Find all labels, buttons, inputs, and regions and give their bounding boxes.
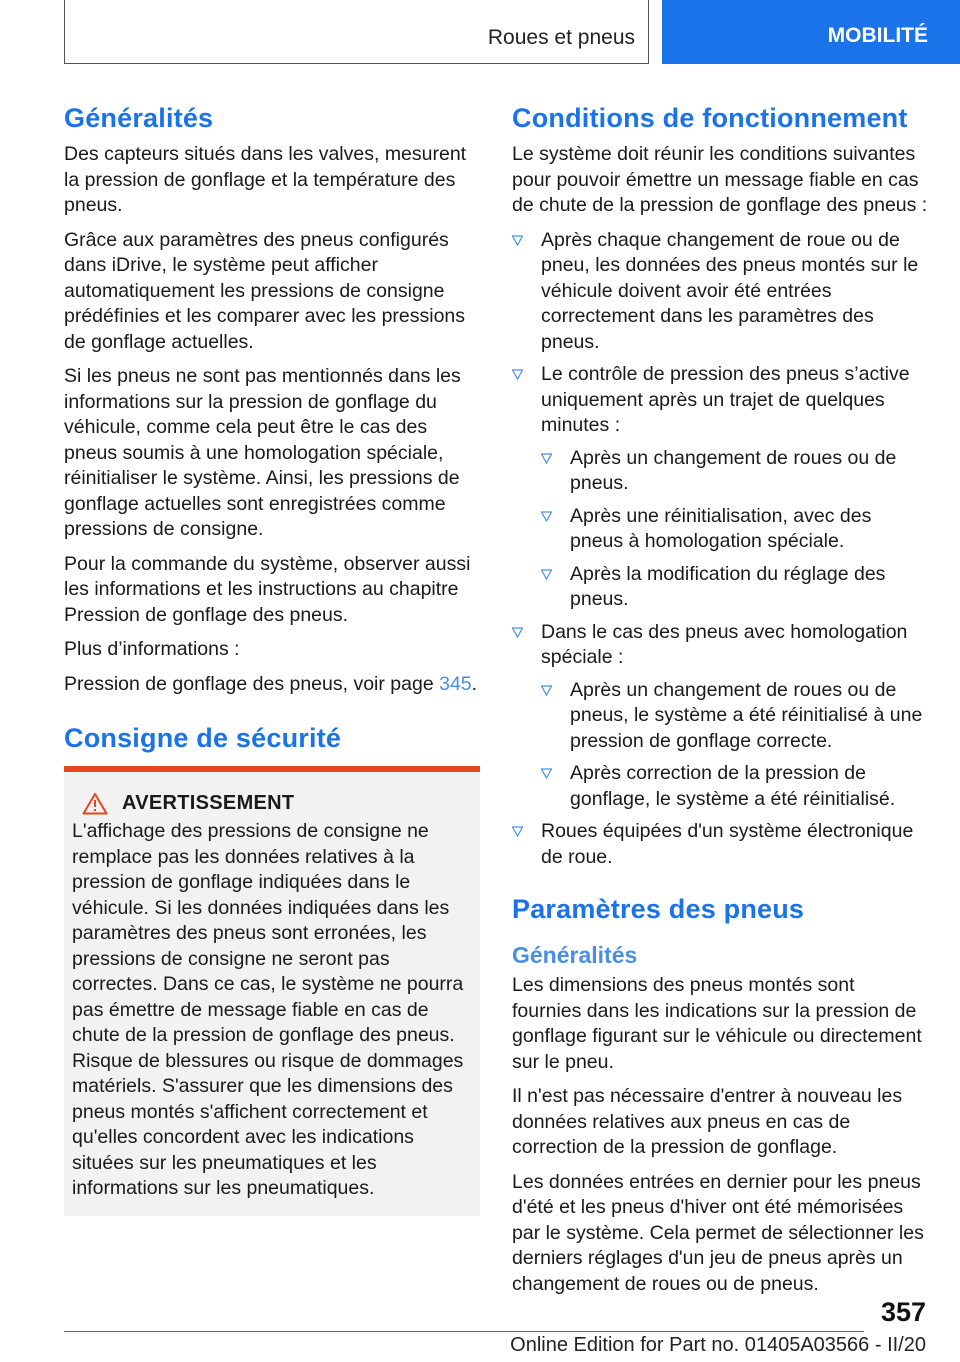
- bullet-triangle-icon: [541, 685, 552, 696]
- list-item-text: Dans le cas des pneus avec homologation spéciale :: [541, 620, 908, 668]
- footer-edition: Online Edition for Part no. 01405A03566 - II/20: [510, 1334, 926, 1356]
- paragraph-sensors: Des capteurs situés dans les valves, mesurent la pression de gonflage et la température des pneus.: [64, 143, 467, 216]
- paragraph-reset: Si les pneus ne sont pas mentionnés dans les informations sur la pression de gonflage du véhicule, comme cela peut être le cas des pneus soumis à une homologation spéciale, réinitialiser le système. Ainsi, les pressions de gonflage actuelles sont enregistrées comme pressions de consigne.: [64, 365, 461, 540]
- paragraph-memorised: Les données entrées en dernier pour les pneus d'été et les pneus d'hiver ont été mémorisées par le système. Cela permet de sélectionner les derniers réglages d'un jeu de pneus après un changement de roues ou de pneus.: [512, 1170, 924, 1295]
- sub-list-item-text: Après correction de la pression de gonflage, le système a été réinitialisé.: [570, 762, 896, 810]
- heading-safety: Consigne de sécurité: [64, 723, 342, 753]
- paragraph-conditions-intro: Le système doit réunir les conditions suivantes pour pouvoir émettre un message fiable en cas de chute de la pression de gonflage des pneus :: [512, 143, 928, 216]
- list-item-text: Le contrôle de pression des pneus s’active uniquement après un trajet de quelques minutes :: [541, 363, 910, 436]
- paragraph-operation: Pour la commande du système, observer aussi les informations et les instructions au chapitre Pression de gonflage des pneus.: [64, 552, 471, 626]
- left-column: [64, 100, 480, 1216]
- bullet-triangle-icon: [512, 235, 523, 246]
- list-item: [512, 819, 928, 870]
- sub-list: [541, 678, 928, 813]
- conditions-list: [512, 228, 928, 871]
- sub-list-item-text: Après une réinitialisation, avec des pneus à homologation spéciale.: [570, 504, 872, 552]
- sub-list-item: [541, 562, 928, 613]
- bullet-triangle-icon: [541, 768, 552, 779]
- bullet-triangle-icon: [512, 627, 523, 638]
- bullet-triangle-icon: [541, 453, 552, 464]
- paragraph-more-info: Plus d’informations :: [64, 638, 240, 660]
- header-chapter-tab[interactable]: [662, 0, 960, 64]
- sub-list-item: [541, 678, 928, 755]
- header-chapter-label: MOBILITÉ: [827, 24, 928, 47]
- bullet-triangle-icon: [541, 569, 552, 580]
- crossref-text: Pression de gonflage des pneus, voir page: [64, 672, 440, 695]
- warning-header: [72, 792, 472, 815]
- subheading-general: Généralités: [512, 942, 638, 968]
- footer-divider: [64, 1331, 864, 1332]
- list-item-text: Roues équipées d'un système électronique de roue.: [541, 820, 914, 868]
- heading-general: Généralités: [64, 103, 214, 133]
- page-number: 357: [880, 1297, 926, 1327]
- warning-triangle-icon: [82, 792, 108, 815]
- sub-list-item: [541, 761, 928, 812]
- warning-box: [64, 766, 480, 1216]
- heading-conditions: Conditions de fonctionnement: [512, 103, 908, 133]
- sub-list-item: [541, 446, 928, 497]
- list-item: [512, 362, 928, 613]
- warning-body: L'affichage des pressions de consigne ne remplace pas les données relatives à la pression de gonflage indiquées dans le véhicule. Si les données indiquées dans les paramètres des pneus sont erronées, les pressions de consigne ne seront pas correctes. Dans ce cas, le système ne pourra pas émettre de message fiable en cas de chute de la pression de gonflage des pneus. Risque de blessures ou risque de dommages matériels. S'assurer que les dimensions des pneus montés s'affichent correctement et qu'elles concordent avec les indications situées sur les pneumatiques et les informations sur les pneumatiques.: [72, 820, 464, 1199]
- sub-list-item: [541, 504, 928, 555]
- page-link[interactable]: 345: [439, 672, 472, 695]
- list-item: [512, 228, 928, 356]
- list-item-text: Après chaque changement de roue ou de pneu, les données des pneus montés sur le véhicule doivent avoir été entrées correctement dans les paramètres des pneus.: [541, 228, 919, 353]
- bullet-triangle-icon: [512, 369, 523, 380]
- bullet-triangle-icon: [541, 511, 552, 522]
- warning-title: AVERTISSEMENT: [122, 792, 295, 814]
- header-section-title: Roues et pneus: [487, 26, 635, 49]
- sub-list-item-text: Après un changement de roues ou de pneus.: [570, 446, 897, 494]
- heading-tire-params: Paramètres des pneus: [512, 894, 805, 924]
- paragraph-no-reentry: Il n'est pas nécessaire d'entrer à nouveau les données relatives aux pneus en cas de correction de la pression de gonflage.: [512, 1085, 903, 1158]
- paragraph-dimensions: Les dimensions des pneus montés sont fournies dans les indications sur la pression de gonflage figurant sur le véhicule ou directement sur le pneu.: [512, 974, 922, 1073]
- sub-list: [541, 446, 928, 613]
- paragraph-crossref: [64, 672, 480, 698]
- paragraph-idrive: Grâce aux paramètres des pneus configurés dans iDrive, le système peut afficher automatiquement les pressions de consigne prédéfinies et les comparer avec les pressions de gonflage actuelles.: [64, 228, 466, 353]
- list-item: [512, 620, 928, 813]
- bullet-triangle-icon: [512, 826, 523, 837]
- crossref-end: .: [471, 672, 478, 695]
- sub-list-item-text: Après un changement de roues ou de pneus, le système a été réinitialisé à une pression de gonflage correcte.: [570, 678, 923, 752]
- right-column: [512, 100, 928, 1306]
- sub-list-item-text: Après la modification du réglage des pneus.: [570, 562, 886, 610]
